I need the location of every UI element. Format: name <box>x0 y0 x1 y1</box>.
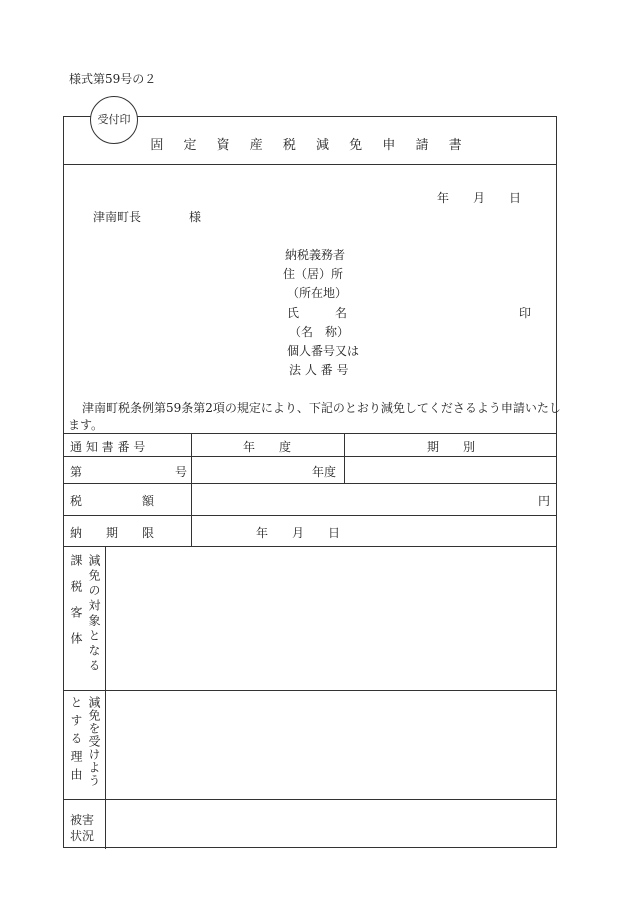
divider <box>64 433 556 434</box>
reason-label-a: とする理由 <box>69 696 83 786</box>
divider <box>64 690 556 691</box>
notice-number-label: 通 知 書 番 号 <box>70 440 146 454</box>
reception-stamp: 受付印 <box>90 96 138 144</box>
form-number: 様式第59号の２ <box>69 72 157 86</box>
divider <box>64 483 556 484</box>
date-line: 年 月 日 <box>437 191 522 205</box>
tax-amount-label: 税 額 <box>70 494 155 508</box>
object-label-b: 減免の対象となる <box>87 554 101 674</box>
period-header: 期 別 <box>427 440 476 454</box>
address-sub-label: （所在地） <box>287 286 348 300</box>
nendo-label: 年度 <box>312 465 337 479</box>
divider <box>191 433 192 546</box>
yen-unit: 円 <box>538 494 551 508</box>
deadline-label: 納 期 限 <box>70 526 155 540</box>
reason-label-b: 減免を受けよう <box>87 696 101 787</box>
form-title: 固 定 資 産 税 減 免 申 請 書 <box>150 138 470 153</box>
addressee: 津南町長 様 <box>93 210 202 224</box>
divider <box>64 546 556 547</box>
go-label: 号 <box>175 465 188 479</box>
name-sub-label: （名 称） <box>289 325 350 339</box>
statement-cont: ます。 <box>68 418 104 432</box>
divider <box>64 164 556 165</box>
id-number-label-2: 法 人 番 号 <box>289 363 349 377</box>
address-label: 住（居）所 <box>283 267 344 281</box>
form-frame <box>63 116 557 848</box>
taxpayer-label: 納税義務者 <box>285 248 346 262</box>
damage-label: 被害状況 <box>70 813 95 843</box>
divider <box>64 456 556 457</box>
divider <box>344 433 345 483</box>
deadline-date: 年 月 日 <box>256 526 341 540</box>
divider <box>105 546 106 849</box>
name-label: 氏 名 <box>287 306 348 320</box>
statement: 津南町税条例第59条第2項の規定により、下記のとおり減免してくださるよう申請いたし <box>82 401 561 415</box>
dai-label: 第 <box>70 465 83 479</box>
object-label-a: 課税客体 <box>69 554 83 658</box>
id-number-label: 個人番号又は <box>287 344 360 358</box>
seal-mark: 印 <box>519 306 532 320</box>
divider <box>64 799 556 800</box>
divider <box>64 515 556 516</box>
year-header: 年 度 <box>243 440 292 454</box>
